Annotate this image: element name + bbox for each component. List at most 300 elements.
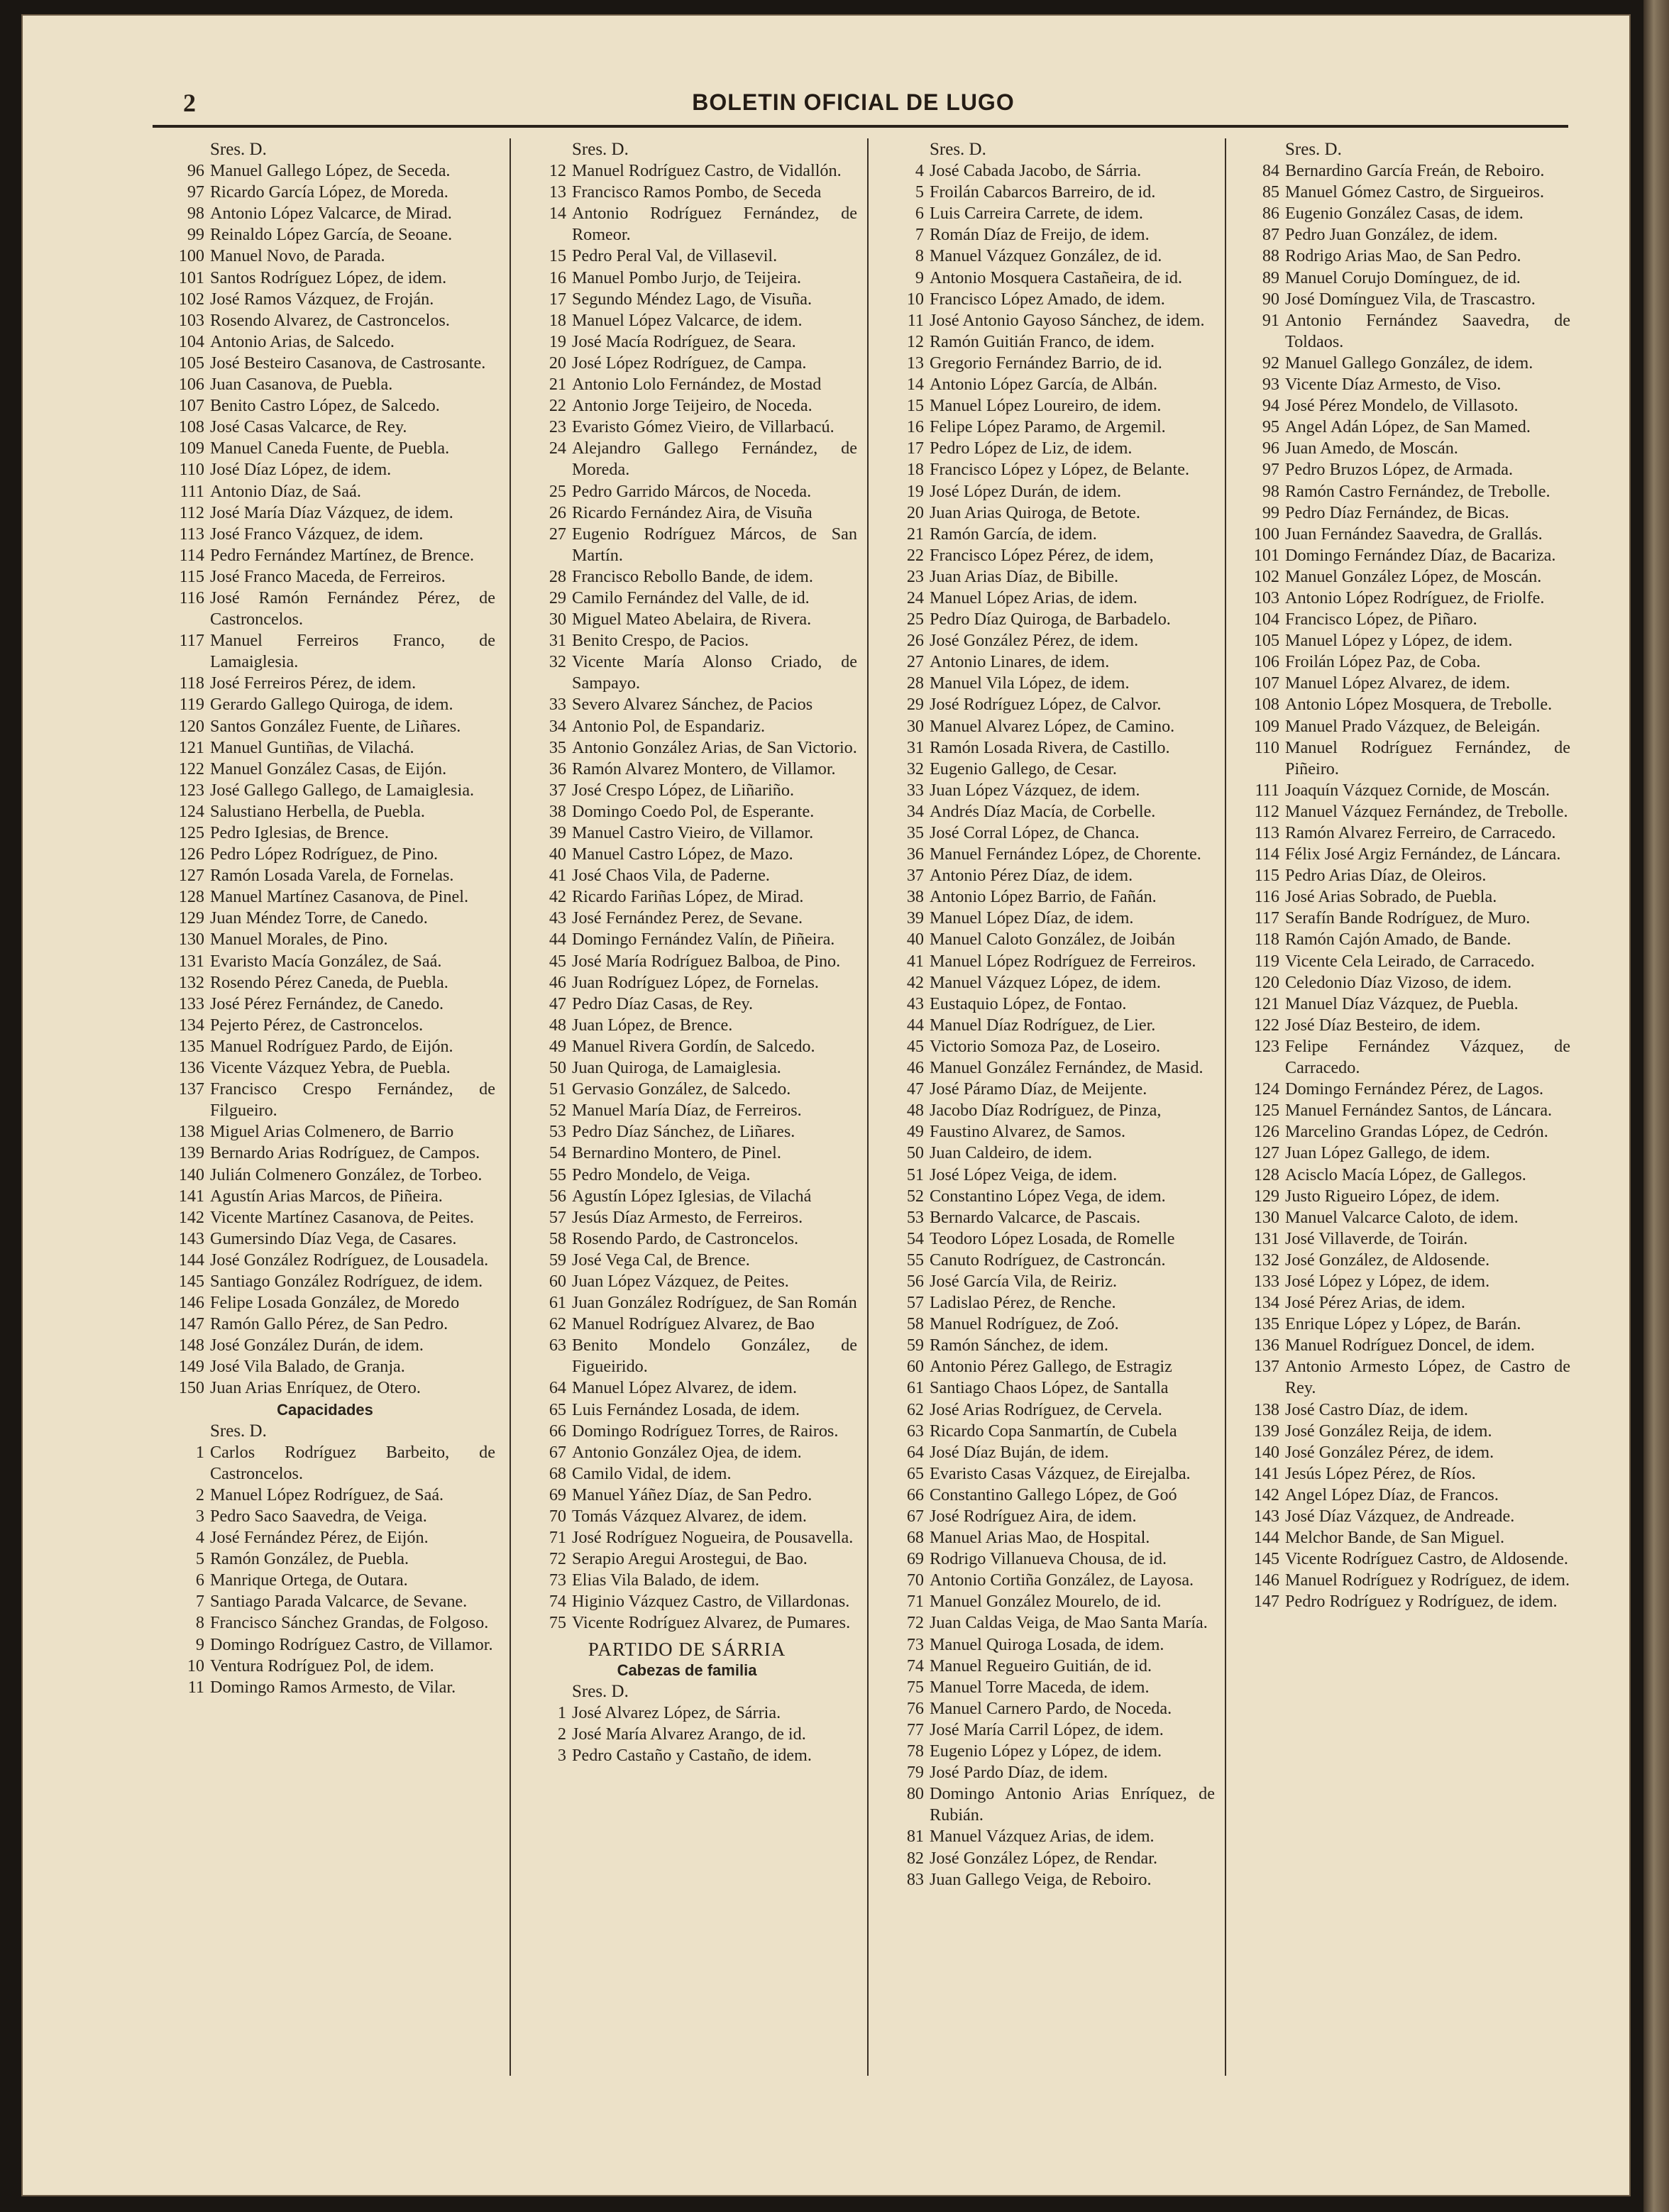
entry-text: Vicente Rodríguez Castro, de Aldosende. xyxy=(1285,1549,1568,1569)
entry-text: Manuel Rodríguez, de Zoó. xyxy=(930,1314,1119,1334)
list-item xyxy=(874,1356,1215,1377)
entry-number: 149 xyxy=(178,1357,204,1377)
entry-number: 129 xyxy=(178,908,204,928)
entry-number: 147 xyxy=(1253,1592,1279,1612)
entry-text: Agustín Arias Marcos, de Piñeira. xyxy=(210,1186,443,1206)
entry-text: José Díaz Buján, de idem. xyxy=(930,1442,1109,1462)
list-item xyxy=(874,268,1215,289)
entry-number: 106 xyxy=(1253,652,1279,672)
list-item xyxy=(1230,160,1570,182)
list-item xyxy=(155,1079,495,1121)
list-item xyxy=(874,1421,1215,1442)
list-item xyxy=(874,524,1215,545)
list-item xyxy=(517,1271,857,1292)
entry-text: Teodoro López Losada, de Romelle xyxy=(930,1228,1175,1248)
entry-text: José Villaverde, de Toirán. xyxy=(1285,1228,1468,1248)
entry-number: 33 xyxy=(906,780,924,800)
entry-text: Manuel Rodríguez y Rodríguez, de idem. xyxy=(1285,1570,1570,1590)
entry-text: Manuel Ferreiros Franco, de Lamaiglesia. xyxy=(210,631,495,672)
entry-text: José Ferreiros Pérez, de idem. xyxy=(210,673,417,693)
entry-number: 58 xyxy=(549,1228,566,1248)
entry-text: Manuel Fernández Santos, de Láncara. xyxy=(1285,1101,1553,1121)
entry-text: Manuel Guntiñas, de Vilachá. xyxy=(210,737,414,757)
entry-number: 138 xyxy=(1253,1399,1279,1419)
list-item xyxy=(1230,951,1570,972)
list-item xyxy=(1230,630,1570,651)
entry-number: 35 xyxy=(906,823,924,842)
list-item xyxy=(155,1015,495,1036)
list-item xyxy=(874,1271,1215,1292)
page-number: 2 xyxy=(183,89,196,117)
entry-number: 109 xyxy=(178,439,204,458)
list-item xyxy=(517,1250,857,1271)
entry-text: José Vila Balado, de Granja. xyxy=(210,1357,405,1377)
entry-number: 68 xyxy=(906,1528,924,1548)
entry-text: Manuel Martínez Casanova, de Pinel. xyxy=(210,887,469,907)
entry-text: Ramón Alvarez Montero, de Villamor. xyxy=(572,759,836,778)
list-item xyxy=(155,502,495,524)
list-item xyxy=(874,1677,1215,1698)
list-item xyxy=(874,588,1215,609)
entry-text: Benito Castro López, de Salcedo. xyxy=(210,396,440,416)
entry-number: 19 xyxy=(549,331,566,351)
list-item xyxy=(874,1015,1215,1036)
list-item xyxy=(874,1698,1215,1719)
entry-text: Ramón González, de Puebla. xyxy=(210,1549,409,1569)
list-item xyxy=(517,908,857,929)
entry-number: 43 xyxy=(906,994,924,1013)
entry-text: Juan Casanova, de Puebla. xyxy=(210,375,393,395)
entry-number: 112 xyxy=(1254,801,1279,821)
list-item xyxy=(1230,886,1570,908)
entry-text: Manuel González López, de Moscán. xyxy=(1285,566,1542,586)
entry-text: Rodrigo Villanueva Chousa, de id. xyxy=(930,1549,1167,1569)
list-item xyxy=(155,1228,495,1250)
list-item xyxy=(155,331,495,353)
list-item xyxy=(874,1399,1215,1421)
entry-number: 54 xyxy=(549,1143,566,1163)
entry-number: 63 xyxy=(549,1336,566,1355)
list-item xyxy=(1230,289,1570,310)
entry-text: José González Pérez, de idem. xyxy=(1285,1442,1494,1462)
entry-text: José López Rodríguez, de Campa. xyxy=(572,353,807,373)
list-item xyxy=(874,1463,1215,1485)
list-item xyxy=(517,310,857,331)
entry-number: 1 xyxy=(557,1702,566,1722)
column-4 xyxy=(1230,139,1570,1612)
entry-number: 15 xyxy=(906,396,924,416)
entry-text: Juan Gallego Veiga, de Reboiro. xyxy=(930,1869,1152,1889)
entry-number: 122 xyxy=(178,759,204,778)
entry-number: 123 xyxy=(1253,1036,1279,1056)
entry-text: Manuel Rodríguez Alvarez, de Bao xyxy=(572,1314,815,1334)
list-item xyxy=(1230,1421,1570,1442)
entry-number: 102 xyxy=(178,289,204,309)
list-item xyxy=(155,630,495,673)
list-item xyxy=(155,1271,495,1292)
entry-number: 120 xyxy=(1253,972,1279,992)
entry-text: José Chaos Vila, de Paderne. xyxy=(572,866,770,886)
entry-number: 97 xyxy=(187,182,204,202)
entry-text: Pedro Díaz Sánchez, de Liñares. xyxy=(572,1122,795,1142)
list-item xyxy=(517,353,857,374)
list-item xyxy=(155,759,495,780)
entry-text: Manuel López Díaz, de idem. xyxy=(930,908,1134,928)
entry-text: Manuel Rodríguez Fernández, de Piñeiro. xyxy=(1285,737,1570,778)
entry-text: Pedro Arias Díaz, de Oleiros. xyxy=(1285,866,1487,886)
entry-text: Manuel López y López, de idem. xyxy=(1285,631,1513,651)
list-item xyxy=(517,1702,857,1724)
entry-number: 22 xyxy=(549,396,566,416)
entry-text: Juan Rodríguez López, de Fornelas. xyxy=(572,972,819,992)
entry-text: Manuel Caneda Fuente, de Puebla. xyxy=(210,439,450,458)
entry-text: Antonio Jorge Teijeiro, de Noceda. xyxy=(572,396,813,416)
entry-number: 119 xyxy=(1254,951,1279,971)
list-item xyxy=(155,716,495,737)
column-3 xyxy=(874,139,1215,1891)
entry-text: Ladislao Pérez, de Renche. xyxy=(930,1293,1116,1313)
list-item xyxy=(155,395,495,417)
entry-text: Juan Méndez Torre, de Canedo. xyxy=(210,908,428,928)
entry-number: 15 xyxy=(549,246,566,266)
entry-text: José González, de Aldosende. xyxy=(1285,1250,1490,1270)
entry-number: 55 xyxy=(549,1165,566,1184)
entry-number: 57 xyxy=(549,1207,566,1227)
list-item xyxy=(517,566,857,588)
list-item xyxy=(1230,1527,1570,1548)
list-item xyxy=(517,588,857,609)
entry-number: 10 xyxy=(906,289,924,309)
entry-text: Rosendo Pardo, de Castroncelos. xyxy=(572,1228,799,1248)
entry-text: Felipe López Paramo, de Argemil. xyxy=(930,417,1166,437)
entry-number: 14 xyxy=(906,375,924,395)
entry-number: 130 xyxy=(178,930,204,950)
entry-text: Antonio Armesto López, de Castro de Rey. xyxy=(1285,1357,1570,1398)
list-item xyxy=(874,438,1215,459)
entry-text: José Ramos Vázquez, de Froján. xyxy=(210,289,434,309)
entry-number: 32 xyxy=(549,652,566,672)
list-item xyxy=(155,268,495,289)
list-item xyxy=(1230,1079,1570,1100)
entry-number: 4 xyxy=(195,1528,204,1548)
entry-number: 44 xyxy=(549,930,566,950)
list-item xyxy=(517,737,857,759)
list-item xyxy=(1230,1143,1570,1164)
entry-text: Felipe Losada González, de Moredo xyxy=(210,1293,460,1313)
entry-text: Juan Caldeiro, de idem. xyxy=(930,1143,1093,1163)
entry-number: 57 xyxy=(906,1293,924,1313)
list-item xyxy=(874,545,1215,566)
entry-number: 110 xyxy=(1254,737,1279,757)
entry-text: Manuel Yáñez Díaz, de San Pedro. xyxy=(572,1485,813,1504)
entry-number: 106 xyxy=(178,375,204,395)
list-item xyxy=(155,1548,495,1570)
list-item xyxy=(1230,1100,1570,1121)
entry-number: 113 xyxy=(1254,823,1279,842)
list-item xyxy=(874,1057,1215,1079)
entry-number: 37 xyxy=(906,866,924,886)
entry-number: 72 xyxy=(549,1549,566,1569)
list-item xyxy=(874,1292,1215,1314)
list-item xyxy=(517,1207,857,1228)
list-item xyxy=(1230,1314,1570,1335)
entry-text: Manuel Rodríguez Pardo, de Eijón. xyxy=(210,1036,453,1056)
list-item xyxy=(874,203,1215,224)
entry-text: Juan Amedo, de Moscán. xyxy=(1285,439,1458,458)
entry-text: Román Díaz de Freijo, de idem. xyxy=(930,225,1150,245)
entry-number: 119 xyxy=(179,695,204,715)
entry-number: 43 xyxy=(549,908,566,928)
entry-number: 118 xyxy=(1254,930,1279,950)
entry-text: José Fernández Perez, de Sevane. xyxy=(572,908,803,928)
entry-text: Benito Crespo, de Pacios. xyxy=(572,631,749,651)
entry-number: 12 xyxy=(549,161,566,181)
entry-text: Froilán Cabarcos Barreiro, de id. xyxy=(930,182,1156,202)
entry-text: Serapio Aregui Arostegui, de Bao. xyxy=(572,1549,808,1569)
list-item xyxy=(1230,844,1570,865)
list-item xyxy=(517,203,857,246)
entry-text: Antonio López Barrio, de Fañán. xyxy=(930,887,1157,907)
entry-number: 28 xyxy=(906,673,924,693)
list-item xyxy=(517,1100,857,1121)
entry-number: 41 xyxy=(549,866,566,886)
entry-text: Antonio González Arias, de San Victorio. xyxy=(572,737,857,757)
entry-text: Manuel Rodríguez Castro, de Vidallón. xyxy=(572,161,842,181)
entry-text: Pedro Rodríguez y Rodríguez, de idem. xyxy=(1285,1592,1558,1612)
entry-number: 9 xyxy=(195,1634,204,1654)
entry-text: Juan López, de Brence. xyxy=(572,1015,733,1035)
entry-number: 40 xyxy=(549,844,566,864)
entry-text: Manuel López Arias, de idem. xyxy=(930,588,1138,607)
list-item xyxy=(155,1250,495,1271)
entry-text: Domingo Rodríguez Castro, de Villamor. xyxy=(210,1634,493,1654)
list-item xyxy=(155,1377,495,1399)
entry-number: 66 xyxy=(549,1421,566,1441)
entry-text: Ramón Gallo Pérez, de San Pedro. xyxy=(210,1314,448,1334)
entry-text: José Franco Vázquez, de idem. xyxy=(210,524,424,544)
list-item xyxy=(1230,1485,1570,1506)
entry-number: 27 xyxy=(549,524,566,544)
list-item xyxy=(155,1442,495,1485)
entry-number: 26 xyxy=(906,631,924,651)
entry-number: 39 xyxy=(549,823,566,842)
entry-text: José Díaz Vázquez, de Andreade. xyxy=(1285,1507,1515,1526)
list-item xyxy=(517,780,857,801)
list-item xyxy=(874,1826,1215,1847)
entry-text: Pedro Saco Saavedra, de Veiga. xyxy=(210,1507,427,1526)
entry-number: 135 xyxy=(178,1036,204,1056)
entry-text: José Pérez Mondelo, de Villasoto. xyxy=(1285,396,1519,416)
list-item xyxy=(517,1442,857,1463)
entry-text: Santos Rodríguez López, de idem. xyxy=(210,268,447,287)
entry-text: Antonio Pol, de Espandariz. xyxy=(572,716,766,736)
entry-number: 93 xyxy=(1262,375,1279,395)
list-item xyxy=(874,1741,1215,1762)
entry-text: Eugenio López y López, de idem. xyxy=(930,1741,1162,1761)
entry-text: Ricardo García López, de Moreda. xyxy=(210,182,448,202)
entry-text: Eugenio Gallego, de Cesar. xyxy=(930,759,1117,778)
list-item xyxy=(155,1656,495,1677)
entry-number: 29 xyxy=(549,588,566,607)
entry-number: 142 xyxy=(1253,1485,1279,1504)
list-item xyxy=(1230,1570,1570,1591)
list-item xyxy=(517,886,857,908)
list-item xyxy=(874,224,1215,246)
entry-number: 98 xyxy=(187,204,204,224)
list-item xyxy=(517,951,857,972)
entry-text: Angel López Díaz, de Francos. xyxy=(1285,1485,1499,1504)
entry-number: 31 xyxy=(906,737,924,757)
list-item xyxy=(517,481,857,502)
entry-number: 9 xyxy=(915,268,924,287)
list-item xyxy=(155,1634,495,1656)
entry-number: 3 xyxy=(195,1507,204,1526)
entry-number: 102 xyxy=(1253,566,1279,586)
entry-number: 21 xyxy=(906,524,924,544)
entry-number: 128 xyxy=(178,887,204,907)
entry-number: 17 xyxy=(549,289,566,309)
entry-text: Ricardo Copa Sanmartín, de Cubela xyxy=(930,1421,1177,1441)
entry-text: José García Vila, de Reiriz. xyxy=(930,1271,1118,1291)
list-item xyxy=(874,1869,1215,1891)
list-item xyxy=(1230,801,1570,822)
list-item xyxy=(1230,524,1570,545)
entry-text: Manuel López Loureiro, de idem. xyxy=(930,396,1162,416)
entry-number: 86 xyxy=(1262,204,1279,224)
entry-number: 87 xyxy=(1262,225,1279,245)
entry-text: Santiago Chaos López, de Santalla xyxy=(930,1378,1169,1398)
entry-text: José Fernández Pérez, de Eijón. xyxy=(210,1528,429,1548)
list-item xyxy=(155,566,495,588)
entry-number: 131 xyxy=(1253,1228,1279,1248)
entry-text: Juan Quiroga, de Lamaiglesia. xyxy=(572,1058,781,1078)
entry-number: 37 xyxy=(549,780,566,800)
list-item xyxy=(1230,1292,1570,1314)
entry-text: Antonio Fernández Saavedra, de Toldaos. xyxy=(1285,310,1570,351)
entry-text: Miguel Arias Colmenero, de Barrio xyxy=(210,1122,454,1142)
entry-text: Benito Mondelo González, de Figueirido. xyxy=(572,1336,857,1377)
entry-number: 28 xyxy=(549,566,566,586)
list-item xyxy=(155,1186,495,1207)
entry-number: 75 xyxy=(906,1677,924,1697)
entry-number: 42 xyxy=(549,887,566,907)
entry-text: José Castro Díaz, de idem. xyxy=(1285,1399,1468,1419)
entry-text: José María Carril López, de idem. xyxy=(930,1719,1164,1739)
entry-text: Antonio Díaz, de Saá. xyxy=(210,481,361,501)
entry-number: 133 xyxy=(178,994,204,1013)
entry-number: 25 xyxy=(549,481,566,501)
entry-number: 52 xyxy=(906,1186,924,1206)
list-item xyxy=(874,1377,1215,1399)
entry-number: 135 xyxy=(1253,1314,1279,1334)
entry-number: 96 xyxy=(1262,439,1279,458)
entry-number: 100 xyxy=(1253,524,1279,544)
list-item xyxy=(517,865,857,886)
entry-text: Jesús Díaz Armesto, de Ferreiros. xyxy=(572,1207,803,1227)
entry-text: Higinio Vázquez Castro, de Villardonas. xyxy=(572,1592,850,1612)
entry-number: 45 xyxy=(906,1036,924,1056)
entry-text: José Macía Rodríguez, de Seara. xyxy=(572,331,796,351)
entry-number: 116 xyxy=(1254,887,1279,907)
entry-text: Pedro Castaño y Castaño, de idem. xyxy=(572,1746,812,1766)
entry-text: Carlos Rodríguez Barbeito, de Castroncelos. xyxy=(210,1442,495,1483)
entry-text: Tomás Vázquez Alvarez, de idem. xyxy=(572,1507,807,1526)
entry-text: Faustino Alvarez, de Samos. xyxy=(930,1122,1126,1142)
list-item xyxy=(517,1377,857,1399)
list-item xyxy=(874,1165,1215,1186)
entry-text: Juan Caldas Veiga, de Mao Santa María. xyxy=(930,1613,1208,1633)
entry-text: Antonio Linares, de idem. xyxy=(930,652,1110,672)
list-item xyxy=(874,395,1215,417)
entry-text: Manuel Prado Vázquez, de Beleigán. xyxy=(1285,716,1541,736)
entry-number: 55 xyxy=(906,1250,924,1270)
entry-text: Rosendo Alvarez, de Castroncelos. xyxy=(210,310,450,330)
entry-text: Luis Carreira Carrete, de idem. xyxy=(930,204,1143,224)
entry-text: Pedro Garrido Márcos, de Noceda. xyxy=(572,481,812,501)
entry-number: 29 xyxy=(906,695,924,715)
entry-text: Froilán López Paz, de Coba. xyxy=(1285,652,1481,672)
entry-number: 22 xyxy=(906,545,924,565)
entry-text: Antonio González Ojea, de idem. xyxy=(572,1442,802,1462)
list-item xyxy=(1230,908,1570,929)
list-item xyxy=(155,865,495,886)
list-item xyxy=(517,1121,857,1143)
entry-number: 31 xyxy=(549,631,566,651)
entry-number: 117 xyxy=(1254,908,1279,928)
list-item xyxy=(1230,972,1570,994)
list-item xyxy=(155,1036,495,1057)
list-item xyxy=(874,908,1215,929)
entry-text: Antonio Arias, de Salcedo. xyxy=(210,331,395,351)
entry-number: 108 xyxy=(178,417,204,437)
entry-number: 118 xyxy=(179,673,204,693)
list-item xyxy=(874,1634,1215,1656)
list-item xyxy=(155,1591,495,1612)
entry-text: Salustiano Herbella, de Puebla. xyxy=(210,801,425,821)
entry-text: Antonio López Mosquera, de Trebolle. xyxy=(1285,695,1553,715)
entry-text: Domingo Rodríguez Torres, de Rairos. xyxy=(572,1421,839,1441)
entry-number: 24 xyxy=(549,439,566,458)
entry-text: Juan Arias Quiroga, de Betote. xyxy=(930,502,1140,522)
entry-number: 116 xyxy=(179,588,204,607)
entry-text: Jesús López Pérez, de Ríos. xyxy=(1285,1463,1476,1483)
entry-number: 110 xyxy=(179,460,204,480)
list-item xyxy=(517,759,857,780)
entry-number: 46 xyxy=(549,972,566,992)
list-item xyxy=(155,694,495,715)
entry-number: 99 xyxy=(187,225,204,245)
entry-text: Juan López Vázquez, de Peites. xyxy=(572,1271,789,1291)
entry-text: Manuel Vázquez López, de idem. xyxy=(930,972,1161,992)
entry-number: 141 xyxy=(1253,1463,1279,1483)
entry-text: Juan López Vázquez, de idem. xyxy=(930,780,1140,800)
entry-number: 47 xyxy=(906,1079,924,1099)
entry-text: Francisco López Pérez, de idem, xyxy=(930,545,1154,565)
entry-text: José Rodríguez Nogueira, de Pousavella. xyxy=(572,1528,854,1548)
entry-number: 69 xyxy=(906,1549,924,1569)
entry-text: Manuel González Casas, de Eijón. xyxy=(210,759,447,778)
list-item xyxy=(1230,1121,1570,1143)
list-item xyxy=(155,1121,495,1143)
entry-number: 34 xyxy=(549,716,566,736)
entry-text: Pejerto Pérez, de Castroncelos. xyxy=(210,1015,424,1035)
entry-number: 89 xyxy=(1262,268,1279,287)
entry-text: Manuel Vázquez Fernández, de Trebolle. xyxy=(1285,801,1568,821)
list-item xyxy=(874,929,1215,950)
entry-number: 84 xyxy=(1262,161,1279,181)
entry-text: José Rodríguez Aira, de idem. xyxy=(930,1507,1137,1526)
entry-number: 13 xyxy=(906,353,924,373)
